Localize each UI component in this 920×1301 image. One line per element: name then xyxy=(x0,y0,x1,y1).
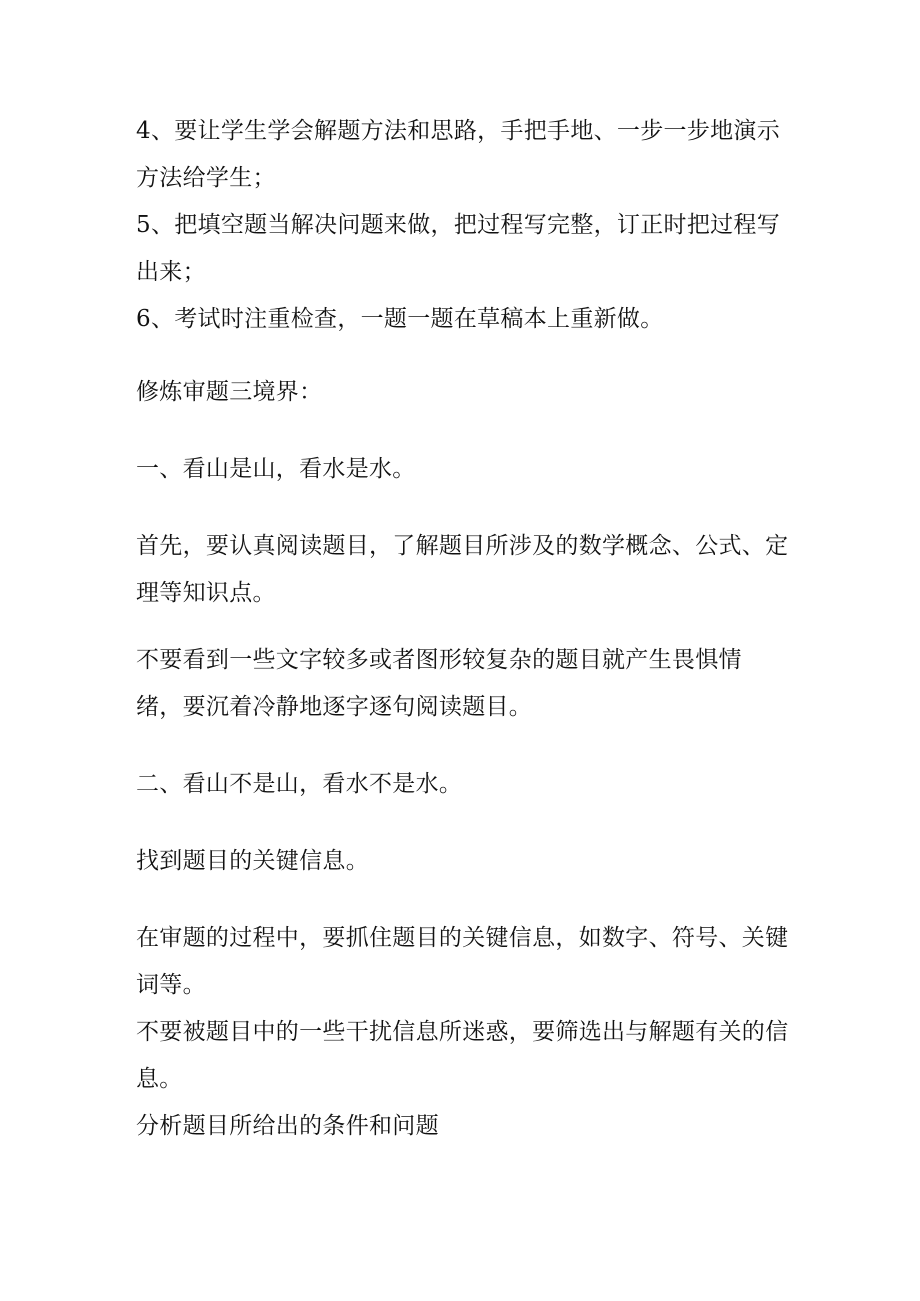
item-6-number: 6 xyxy=(136,306,151,332)
realm-one-para2-line2: 绪，要沉着冷静地逐字逐句阅读题目。 xyxy=(136,694,533,720)
item-4-text-1: 、要让学生学会解题方法和思路，手把手地、一步一步地演示 xyxy=(150,118,781,144)
realm-two-para2-line2: 词等。 xyxy=(136,972,206,998)
item-5-number: 5 xyxy=(136,212,151,238)
realm-two-para3-line1: 不要被题目中的一些干扰信息所迷惑，要筛选出与解题有关的信 xyxy=(136,1019,789,1045)
item-5-text-1: 、把填空题当解决问题来做，把过程写完整，订正时把过程写 xyxy=(150,212,781,238)
item-6-line-1 xyxy=(136,296,796,343)
realm-one-heading: 一、看山是山，看水是水。 xyxy=(136,456,416,482)
realm-two-para1: 找到题目的关键信息。 xyxy=(136,848,369,874)
realm-one-para1-line1: 首先，要认真阅读题目，了解题目所涉及的数学概念、公式、定 xyxy=(136,533,789,559)
realm-two-heading: 二、看山不是山，看水不是水。 xyxy=(136,771,463,797)
item-4-line-2: 方法给学生； xyxy=(136,165,276,191)
item-5-line-2: 出来； xyxy=(136,259,206,285)
document-body xyxy=(136,108,796,1150)
item-4-number: 4 xyxy=(136,118,151,144)
realm-one-para2-line1: 不要看到一些文字较多或者图形较复杂的题目就产生畏惧情 xyxy=(136,647,742,673)
item-6-text-1: 、考试时注重检查，一题一题在草稿本上重新做。 xyxy=(150,306,664,332)
realm-two-para2-line1: 在审题的过程中，要抓住题目的关键信息，如数字、符号、关键 xyxy=(136,925,789,951)
realm-one-para1-line2: 理等知识点。 xyxy=(136,580,276,606)
item-5-line-1 xyxy=(136,202,796,249)
item-4-line-1 xyxy=(136,108,796,155)
realm-two-para4: 分析题目所给出的条件和问题 xyxy=(136,1113,439,1139)
realm-two-para3-line2: 息。 xyxy=(136,1066,183,1092)
section-title: 修炼审题三境界： xyxy=(136,379,323,405)
